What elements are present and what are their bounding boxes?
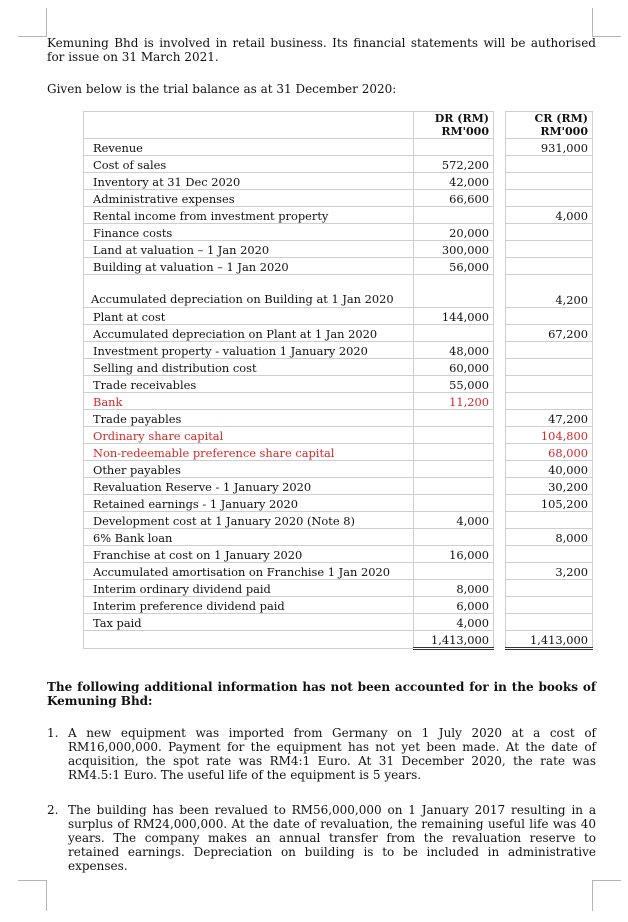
table-row: [84, 495, 593, 512]
total-cr: 1,413,000: [506, 631, 593, 649]
table-row: [84, 325, 593, 342]
total-row: [84, 631, 593, 649]
row-label: Cost of sales: [84, 156, 414, 173]
row-label: Interim ordinary dividend paid: [84, 580, 414, 597]
row-label: Trade payables: [84, 410, 414, 427]
row-label: Bank: [84, 393, 414, 410]
dr-cell: 66,600: [414, 190, 494, 207]
row-label: Revaluation Reserve - 1 January 2020: [84, 478, 414, 495]
cr-cell: 47,200: [506, 410, 593, 427]
cr-cell: [506, 359, 593, 376]
table-row: [84, 563, 593, 580]
cr-cell: 68,000: [506, 444, 593, 461]
table-row: [84, 139, 593, 156]
cr-cell: 67,200: [506, 325, 593, 342]
row-label: Tax paid: [84, 614, 414, 631]
cr-cell: [506, 546, 593, 563]
cr-cell: [506, 614, 593, 631]
dr-header: DR (RM) RM'000: [414, 112, 494, 139]
cr-cell: [506, 376, 593, 393]
row-label: Accumulated depreciation on Building at 1 Jan 2020: [84, 275, 414, 308]
table-row: [84, 241, 593, 258]
dr-cell: [414, 495, 494, 512]
table-row: [84, 393, 593, 410]
cr-cell: 4,200: [506, 275, 593, 308]
cr-cell: [506, 597, 593, 614]
intro-paragraph: Kemuning Bhd is involved in retail business. Its financial statements will be authorised for issue on 31 March 2021.: [47, 36, 596, 64]
cr-cell: 8,000: [506, 529, 593, 546]
table-row: [84, 444, 593, 461]
row-label: Building at valuation – 1 Jan 2020: [84, 258, 414, 275]
crop-mark-top-right: [592, 8, 621, 37]
trial-balance-table: [83, 111, 593, 650]
table-header-row: [84, 112, 593, 139]
table-row: [84, 190, 593, 207]
row-label: Revenue: [84, 139, 414, 156]
item-text: The building has been revalued to RM56,000,000 on 1 January 2017 resulting in a surplus of RM24,000,000. At the date of revaluation, the remaining useful life was 40 years. The company makes an annual transfer from the revaluation reserve to retained earnings. Depreciation on building is to be included in administrative expenses.: [68, 803, 596, 873]
table-row: [84, 529, 593, 546]
table-row: [84, 359, 593, 376]
table-row: [84, 342, 593, 359]
dr-cell: 6,000: [414, 597, 494, 614]
dr-cell: [414, 427, 494, 444]
dr-cell: 300,000: [414, 241, 494, 258]
dr-cell: 56,000: [414, 258, 494, 275]
table-row: [84, 224, 593, 241]
row-label: Accumulated amortisation on Franchise 1 Jan 2020: [84, 563, 414, 580]
row-label: Investment property - valuation 1 January 2020: [84, 342, 414, 359]
dr-cell: 11,200: [414, 393, 494, 410]
crop-mark-bottom-left: [18, 880, 47, 911]
table-row: [84, 308, 593, 325]
row-label: Administrative expenses: [84, 190, 414, 207]
dr-cell: 55,000: [414, 376, 494, 393]
dr-cell: 8,000: [414, 580, 494, 597]
row-label: 6% Bank loan: [84, 529, 414, 546]
cr-cell: 105,200: [506, 495, 593, 512]
crop-mark-top-left: [18, 8, 47, 37]
table-row: [84, 275, 593, 308]
cr-cell: [506, 224, 593, 241]
row-label: Inventory at 31 Dec 2020: [84, 173, 414, 190]
crop-mark-bottom-right: [592, 880, 621, 911]
dr-cell: [414, 139, 494, 156]
cr-cell: [506, 173, 593, 190]
row-label: Accumulated depreciation on Plant at 1 Jan 2020: [84, 325, 414, 342]
dr-cell: 4,000: [414, 614, 494, 631]
dr-cell: [414, 563, 494, 580]
row-label: Land at valuation – 1 Jan 2020: [84, 241, 414, 258]
item-number: 1.: [47, 726, 59, 740]
dr-cell: [414, 444, 494, 461]
table-row: [84, 461, 593, 478]
cr-cell: 931,000: [506, 139, 593, 156]
table-row: [84, 478, 593, 495]
row-label: Franchise at cost on 1 January 2020: [84, 546, 414, 563]
header-blank-cell: [84, 112, 414, 139]
cr-cell: 30,200: [506, 478, 593, 495]
dr-cell: 16,000: [414, 546, 494, 563]
cr-cell: 3,200: [506, 563, 593, 580]
table-row: [84, 512, 593, 529]
cr-cell: [506, 580, 593, 597]
table-row: [84, 614, 593, 631]
dr-cell: 20,000: [414, 224, 494, 241]
intro-trial-balance-line: Given below is the trial balance as at 31 December 2020:: [47, 82, 397, 96]
dr-cell: 144,000: [414, 308, 494, 325]
dr-cell: [414, 478, 494, 495]
table-row: [84, 546, 593, 563]
cr-cell: 40,000: [506, 461, 593, 478]
row-label: Finance costs: [84, 224, 414, 241]
total-dr: 1,413,000: [414, 631, 494, 649]
item-number: 2.: [47, 803, 59, 817]
row-label: Rental income from investment property: [84, 207, 414, 224]
cr-cell: [506, 258, 593, 275]
row-label: Other payables: [84, 461, 414, 478]
row-label: Non-redeemable preference share capital: [84, 444, 414, 461]
row-label: Interim preference dividend paid: [84, 597, 414, 614]
row-label: Trade receivables: [84, 376, 414, 393]
cr-header: CR (RM) RM'000: [506, 112, 593, 139]
table-row: [84, 410, 593, 427]
additional-info-heading: The following additional information has not been accounted for in the books of Kemuning Bhd:: [47, 680, 596, 708]
cr-cell: [506, 190, 593, 207]
list-item: [47, 803, 596, 873]
row-label: Development cost at 1 January 2020 (Note 8): [84, 512, 414, 529]
table-row: [84, 580, 593, 597]
row-label: Ordinary share capital: [84, 427, 414, 444]
dr-cell: [414, 410, 494, 427]
total-label-cell: [84, 631, 414, 649]
cr-cell: [506, 393, 593, 410]
dr-cell: 572,200: [414, 156, 494, 173]
list-item: [47, 726, 596, 782]
cr-cell: [506, 512, 593, 529]
table-row: [84, 173, 593, 190]
dr-cell: [414, 325, 494, 342]
cr-cell: 104,800: [506, 427, 593, 444]
cr-cell: [506, 308, 593, 325]
row-label: Plant at cost: [84, 308, 414, 325]
table-row: [84, 376, 593, 393]
cr-cell: [506, 156, 593, 173]
dr-cell: [414, 275, 494, 308]
item-text: A new equipment was imported from Germany on 1 July 2020 at a cost of RM16,000,000. Payment for the equipment has not yet been made. At the date of acquisition, the spot rate was RM4:1 Euro. At 31 December 2020, the rate was RM4.5:1 Euro. The useful life of the equipment is 5 years.: [68, 726, 596, 782]
table-row: [84, 258, 593, 275]
table-row: [84, 156, 593, 173]
dr-cell: 60,000: [414, 359, 494, 376]
table-row: [84, 427, 593, 444]
row-label: Retained earnings - 1 January 2020: [84, 495, 414, 512]
cr-cell: 4,000: [506, 207, 593, 224]
dr-cell: 48,000: [414, 342, 494, 359]
dr-cell: 42,000: [414, 173, 494, 190]
dr-cell: [414, 207, 494, 224]
row-label: Selling and distribution cost: [84, 359, 414, 376]
dr-cell: 4,000: [414, 512, 494, 529]
dr-cell: [414, 461, 494, 478]
dr-cell: [414, 529, 494, 546]
table-row: [84, 597, 593, 614]
table-row: [84, 207, 593, 224]
cr-cell: [506, 241, 593, 258]
cr-cell: [506, 342, 593, 359]
